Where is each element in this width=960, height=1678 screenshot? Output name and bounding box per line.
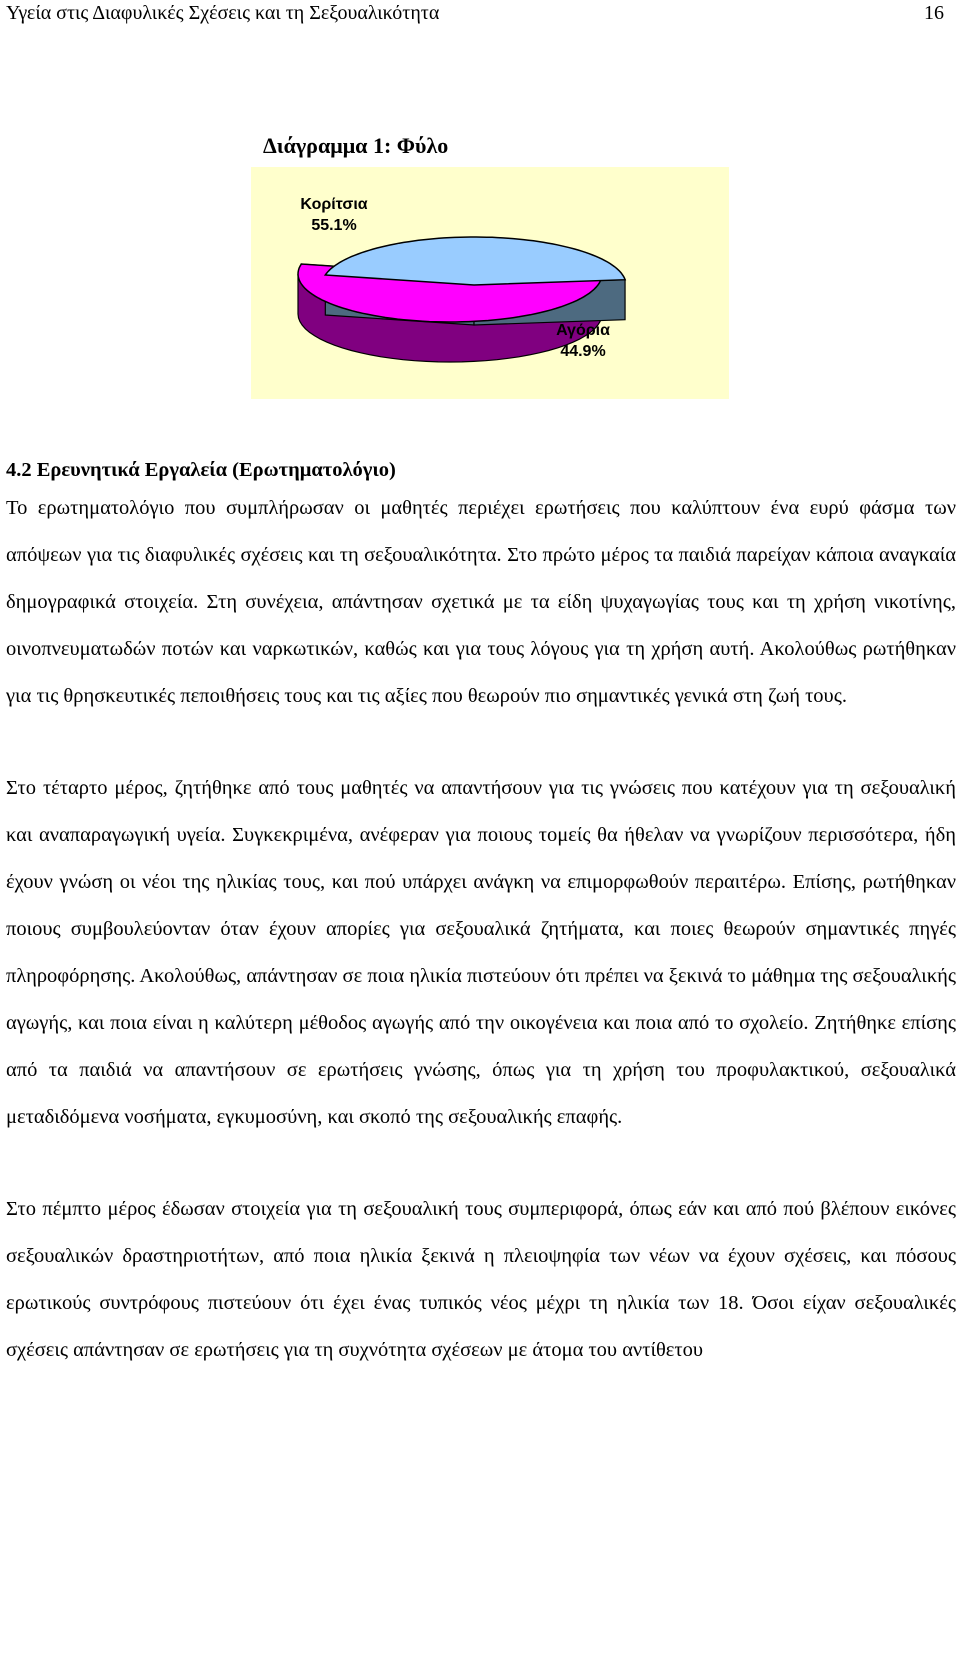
pie-chart — [251, 167, 729, 399]
slice-name-boys: Αγόρια — [556, 322, 610, 339]
paragraph-3: Στο πέμπτο μέρος έδωσαν στοιχεία για τη σεξουαλική τους συμπεριφορά, όπως εάν και από πού βλέπουν εικόνες σεξουαλικών δραστηριοτήτων, από ποια ηλικία ξεκινά η πλειοψηφία των νέων να έχουν σχέσεις, και πόσους ερωτικούς συντρόφους πιστεύουν ότι έχει ένας τυπικός νέος μέχρι τη ηλικία των 18. Όσοι είχαν σεξουαλικές σχέσεις απάντησαν σε ερωτήσεις για τη συχνότητα σχέσεων με άτομα του αντίθετου — [6, 1198, 956, 1361]
slice-top-1 — [325, 237, 625, 285]
section-body — [6, 452, 956, 1374]
paragraph-2: Στο τέταρτο μέρος, ζητήθηκε από τους μαθητές να απαντήσουν για τις γνώσεις που κατέχουν για τη σεξουαλική και αναπαραγωγική υγεία. Συγκεκριμένα, ανέφεραν για ποιους τομείς θα ήθελαν να γνωρίζουν περισσότερα, ήδη έχουν γνώση οι νέοι της ηλικίας τους, και πού υπάρχει ανάγκη να επιμορφωθούν περαιτέρω. Επίσης, ρωτήθηκαν ποιους συμβουλεύονταν όταν έχουν απορίες για σεξουαλικά ζητήματα, και ποιες θεωρούν σημαντικές πηγές πληροφόρησης. Ακολούθως, απάντησαν σε ποια ηλικία πιστεύουν ότι πρέπει να ξεκινά το μάθημα της σεξουαλικής αγωγής, και ποια είναι η καλύτερη μέθοδος αγωγής από την οικογένεια και ποια από το σχολείο. Ζητήθηκε επίσης από τα παιδιά να απαντήσουν σε ερωτήσεις γνώσης, όπως για τη χρήση του προφυλακτικού, σεξουαλικά μεταδιδόμενα νοσήματα, εγκυμοσύνη, και σκοπό της σεξουαλικής επαφής. — [6, 777, 956, 1128]
slice-name-girls: Κορίτσια — [300, 196, 368, 213]
slice-label-girls — [279, 194, 389, 236]
page-number: 16 — [924, 2, 944, 24]
slice-label-boys — [543, 320, 623, 362]
figure-title: Διάγραμμα 1: Φύλο — [263, 133, 449, 158]
running-header — [6, 0, 944, 26]
paragraph-1: Το ερωτηματολόγιο που συμπλήρωσαν οι μαθητές περιέχει ερωτήσεις που καλύπτουν ένα ευρύ φάσμα των απόψεων για τις διαφυλικές σχέσεις και τη σεξουαλικότητα. Στο πρώτο μέρος τα παιδιά παρείχαν κάποια αναγκαία δημογραφικά στοιχεία. Στη συνέχεια, απάντησαν σχετικά με τα είδη ψυχαγωγίας τους και τη χρήση νικοτίνης, οινοπνευματωδών ποτών και ναρκωτικών, καθώς και για τους λόγους για τη χρήση αυτή. Ακολούθως ρωτήθηκαν για τις θρησκευτικές πεποιθήσεις τους και τις αξίες που θεωρούν πιο σημαντικές γενικά στη ζωή τους. — [6, 497, 956, 707]
slice-value-boys: 44.9% — [560, 343, 606, 360]
section-heading: 4.2 Ερευνητικά Εργαλεία (Ερωτηματολόγιο) — [6, 459, 396, 481]
slice-value-girls: 55.1% — [311, 217, 357, 234]
header-title: Υγεία στις Διαφυλικές Σχέσεις και τη Σεξουαλικότητα — [6, 2, 440, 24]
